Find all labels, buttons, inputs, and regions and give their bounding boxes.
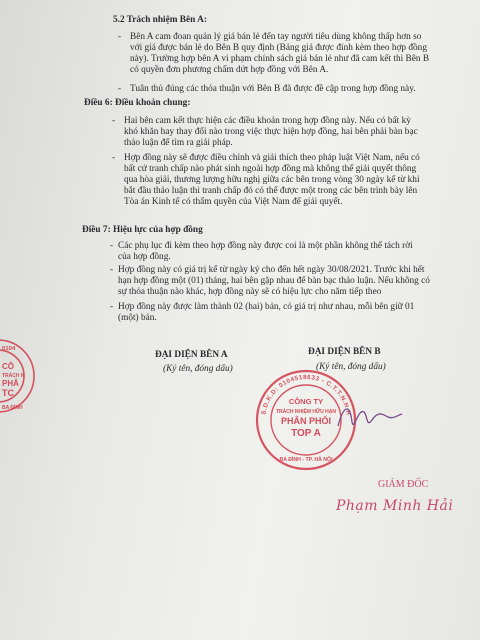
party-a-note: (Ký tên, đóng dấu) [163, 364, 233, 374]
director-name: Phạm Minh Hải [336, 498, 454, 514]
section-52-item-1: Bên A cam đoan quản lý giá bán lẻ đến tay người tiêu dùng không thấp hơn so với giá được bán lẻ do Bên B quy định (Bảng giá được đính kèm theo hợp đồng này). Trường hợp bên A vi phạm chính sách giá bán lẻ như đã cam kết thì Bên B có quyền đơn phương chấm dứt hợp đồng với Bên A. [130, 32, 430, 75]
stamp-b-line3: PHÂN PHỐI [280, 416, 332, 426]
article-7-item-3: Hợp đồng này được làm thành 02 (hai) bản, có giá trị như nhau, mỗi bên giữ 01 (một) bản. [118, 302, 415, 323]
stamp-a-bottom: BA ĐÌNH [2, 405, 23, 411]
bullet: - [118, 84, 122, 94]
article-6-title: Điều 6: Điều khoản chung: [84, 98, 191, 108]
stamp-b-line2: TRÁCH NHIỆM HỮU HẠN [276, 409, 336, 415]
bullet: - [118, 32, 122, 42]
stamp-a-line3: PHÂ [2, 379, 19, 388]
bullet: - [110, 302, 114, 312]
party-b-note: (Ký tên, đóng dấu) [316, 362, 386, 372]
article-6-item-2: Hợp đồng này sẽ được điều chỉnh và giải thích theo pháp luật Việt Nam, nếu có bất cứ tranh chấp nào phát sinh ngoài hợp đồng mà không thể giải quyết thông qua hòa giải, thương lượng hữu nghị giữa các bên trong vòng 30 ngày kể từ khi bắt đầu thảo luận thì tranh chấp đó có thể được một trong các bên trình bày lên Tòa án Kinh tế có thẩm quyền của Việt Nam để giải quyết. [124, 153, 420, 207]
section-52-title: 5.2 Trách nhiệm Bên A: [113, 15, 207, 25]
stamp-b-line4: TOP A [291, 428, 321, 439]
stamp-b-line1: CÔNG TY [288, 397, 324, 406]
signature-scribble [336, 398, 406, 438]
stamp-b-bottom: BA ĐÌNH - TP. HÀ NỘI [279, 457, 333, 463]
bullet: - [112, 116, 116, 126]
party-a-title: ĐẠI DIỆN BÊN A [155, 350, 228, 360]
party-b-title: ĐẠI DIỆN BÊN B [308, 347, 381, 357]
article-7-item-1: Các phụ lục đi kèm theo hợp đồng này được coi là một phần không thể tách rời của hợp đồng. [118, 241, 413, 262]
stamp-a-line2: TRÁCH N [2, 373, 25, 379]
section-52-item-2: Tuân thủ đúng các thỏa thuận với Bên B đã được đề cập trong hợp đồng này. [130, 84, 416, 94]
director-title: GIÁM ĐỐC [378, 479, 429, 490]
bullet: - [110, 265, 114, 275]
party-a-stamp [0, 336, 38, 416]
article-7-item-2: Hợp đồng này có giá trị kể từ ngày ký cho đến hết ngày 30/08/2021. Trước khi hết hạn hợp đồng một (01) tháng, hai bên gặp nhau để bàn bạc thảo luận. Nếu không có sự thỏa thuận nào khác, hợp đồng này sẽ có hiệu lực cho năm tiếp theo [118, 265, 430, 297]
bullet: - [110, 241, 114, 251]
stamp-a-line1: CÔ [2, 362, 14, 371]
stamp-a-ring: 0104 [2, 346, 16, 352]
stamp-a-line4: TC [2, 388, 14, 398]
article-7-title: Điều 7: Hiệu lực của hợp đồng [82, 225, 203, 235]
stamp-b-ring: S.D.K.D: 0104518633 - C.T.T.N.H.H [260, 373, 352, 416]
article-6-item-1: Hai bên cam kết thực hiện các điều khoản trong hợp đồng này. Nếu có bất kỳ khó khăn hay thay đổi nào trong việc thực hiện hợp đồng, hai bên phải bàn bạc thảo luận để tìm ra giải pháp. [124, 116, 418, 148]
bullet: - [112, 153, 116, 163]
